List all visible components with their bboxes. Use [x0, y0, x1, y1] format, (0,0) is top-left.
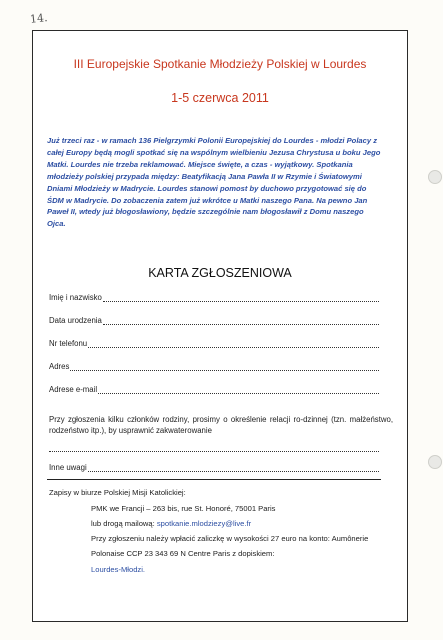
family-note: Przy zgłoszenia kilku członków rodziny, prosimy o określenie relacji ro-dzinnej (tzn. małżeństwo, rodzeństwo itp.), by usprawnić zakwaterowanie — [49, 415, 393, 435]
family-note-input-line[interactable] — [49, 451, 379, 452]
intro-line: ŚDM w Madrycie. Do zobaczenia zatem już wkrótce u Matki naszego Pana. Na pewno Jan — [47, 195, 368, 205]
address-label: Adres — [49, 362, 70, 371]
address-input-line[interactable] — [70, 362, 379, 371]
office-address: PMK we Francji – 263 bis, rue St. Honoré, 75001 Paris — [91, 504, 276, 513]
email-prefix: lub drogą mailową: — [91, 519, 155, 528]
deposit-info: Przy zgłoszeniu należy wpłacić zaliczkę w wysokości 27 euro na konto: Aumônerie — [91, 534, 369, 543]
intro-paragraph — [47, 135, 397, 230]
birth-date-label: Data urodzenia — [49, 316, 102, 325]
account-info: Polonaise CCP 23 343 69 N Centre Paris z dopiskiem: — [91, 549, 275, 558]
page-number: 14. — [29, 11, 49, 26]
name-label: Imię i nazwisko — [49, 293, 102, 302]
event-title: III Europejskie Spotkanie Młodzieży Polskiej w Lourdes — [73, 57, 367, 71]
birth-date-input-line[interactable] — [103, 316, 379, 325]
registration-sheet — [32, 30, 408, 622]
phone-label: Nr telefonu — [49, 339, 88, 348]
intro-line: Ojca. — [47, 219, 66, 229]
intro-line: Paweł II, wtedy już błogosławiony, będzie szczególnie nam błogosławił z Domu naszego — [47, 207, 364, 217]
name-input-line[interactable] — [103, 293, 379, 302]
punch-hole — [428, 455, 442, 469]
intro-line: młodzieży polskiej przypada między: Beatyfikacją Jana Pawła II w Rzymie i Światowymi — [47, 171, 362, 181]
payment-reference: Lourdes-Młodzi. — [91, 565, 146, 574]
intro-line: Już trzeci raz - w ramach 136 Pielgrzymki Polonii Europejskiej do Lourdes - młodzi Polacy z — [47, 136, 378, 145]
other-field[interactable] — [49, 463, 379, 472]
event-dates: 1-5 czerwca 2011 — [171, 91, 269, 105]
phone-field[interactable] — [49, 339, 379, 348]
other-input-line[interactable] — [88, 463, 379, 472]
email-line — [91, 519, 251, 528]
name-field[interactable] — [49, 293, 379, 302]
address-field[interactable] — [49, 362, 379, 371]
punch-hole — [428, 170, 442, 184]
email-label: Adrese e-mail — [49, 385, 98, 394]
contact-email-link[interactable]: spotkanie.mlodziezy@live.fr — [156, 519, 252, 528]
registration-office: Zapisy w biurze Polskiej Misji Katolickiej: — [49, 488, 186, 497]
phone-input-line[interactable] — [88, 339, 379, 348]
form-title: KARTA ZGŁOSZENIOWA — [148, 266, 292, 280]
intro-line: Dniami Młodzieży w Madrycie. Lourdes stanowi pomost by duchowo przygotować się do — [47, 183, 367, 193]
intro-line: Matki. Lourdes nie trzeba reklamować. Miejsce święte, a czas - wyjątkowy. Spotkania — [47, 159, 353, 169]
divider — [47, 479, 381, 480]
birth-date-field[interactable] — [49, 316, 379, 325]
email-field[interactable] — [49, 385, 379, 394]
email-input-line[interactable] — [98, 385, 379, 394]
intro-line: całej Europy będą mogli spotkać się na wspólnym wielbieniu Jezusa Chrystusa u boku Jego — [47, 147, 381, 157]
other-label: Inne uwagi — [49, 463, 87, 472]
